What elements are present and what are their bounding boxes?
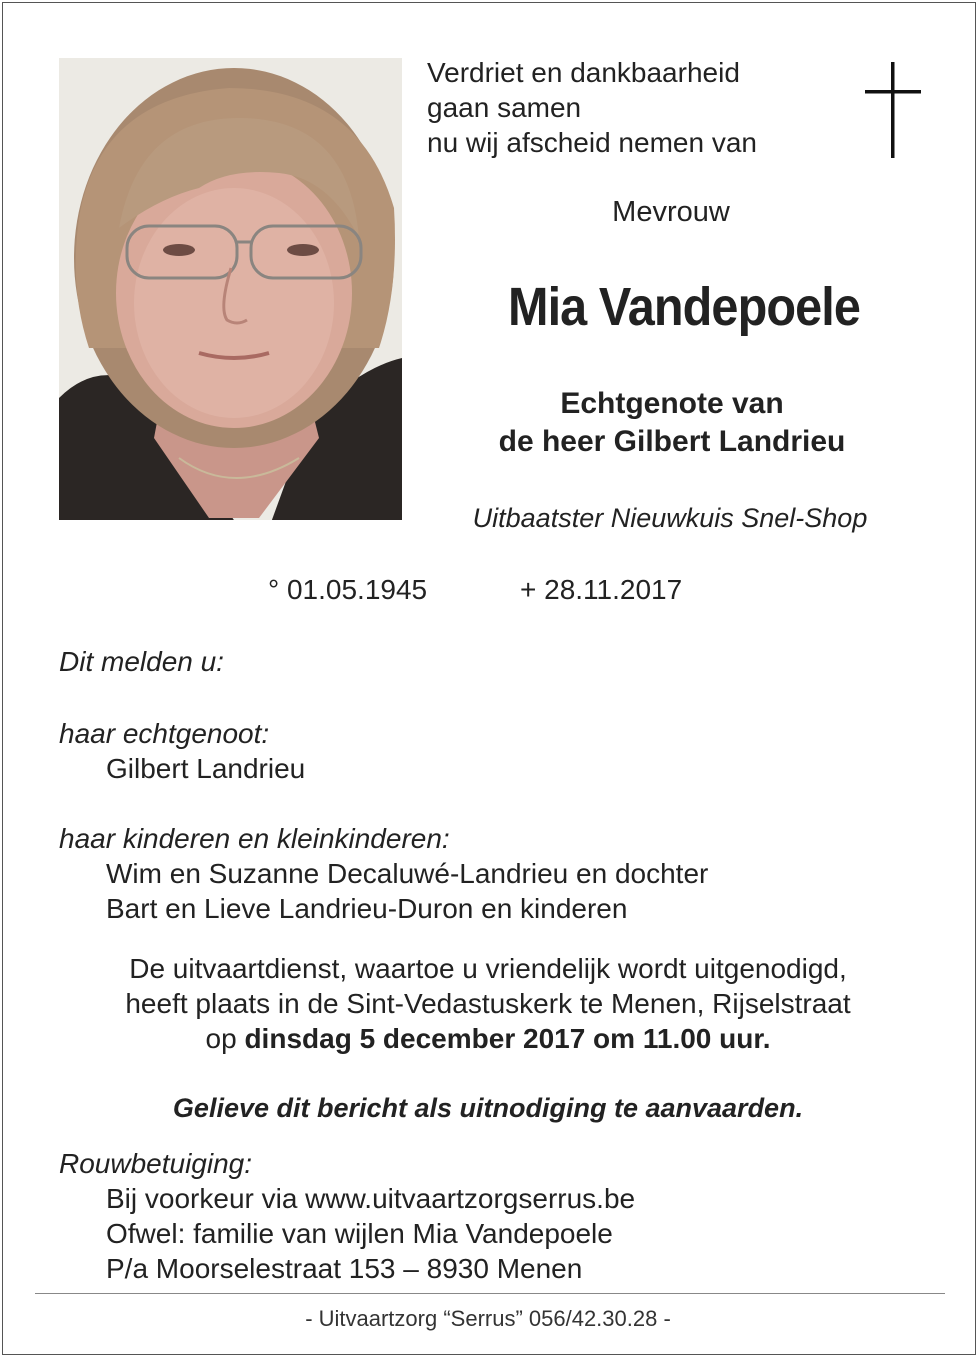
verse	[427, 55, 757, 160]
service-line: De uitvaartdienst, waartoe u vriendelijk wordt uitgenodigd,	[129, 953, 847, 984]
children-section	[59, 821, 708, 926]
service-line: heeft plaats in de Sint-Vedastuskerk te Menen, Rijselstraat	[125, 988, 851, 1019]
verse-line: nu wij afscheid nemen van	[427, 127, 757, 158]
service-datetime: dinsdag 5 december 2017 om 11.00 uur.	[244, 1023, 771, 1054]
occupation: Uitbaatster Nieuwkuis Snel-Shop	[472, 503, 868, 533]
service-details	[0, 951, 976, 1056]
husband-heading: haar echtgenoot:	[59, 718, 270, 749]
condolence-heading: Rouwbetuiging:	[59, 1148, 253, 1179]
footer: - Uitvaartzorg “Serrus” 056/42.30.28 -	[305, 1306, 671, 1331]
spouse-info	[430, 385, 914, 461]
service-prefix: op	[205, 1023, 245, 1054]
spouse-line: Echtgenote van	[560, 387, 784, 420]
verse-line: Verdriet en dankbaarheid	[427, 57, 740, 88]
children-line: Bart en Lieve Landrieu-Duron en kinderen	[106, 893, 628, 924]
service-line	[0, 1021, 976, 1056]
condolence-line: Ofwel: familie van wijlen Mia Vandepoele	[106, 1218, 613, 1249]
birth-date: ° 01.05.1945	[268, 574, 428, 605]
footer-divider	[35, 1293, 945, 1294]
children-line: Wim en Suzanne Decaluwé-Landrieu en dochter	[106, 858, 709, 889]
husband-name: Gilbert Landrieu	[106, 753, 306, 784]
children-heading: haar kinderen en kleinkinderen:	[59, 823, 450, 854]
deceased-name: Mia Vandepoele	[507, 277, 861, 337]
husband-section	[59, 716, 305, 786]
condolence-line: P/a Moorselestraat 153 – 8930 Menen	[106, 1253, 583, 1284]
announce-heading: Dit melden u:	[59, 646, 224, 677]
salutation: Mevrouw	[612, 196, 730, 228]
verse-line: gaan samen	[427, 92, 582, 123]
portrait-photo	[59, 58, 402, 520]
condolence-line: Bij voorkeur via www.uitvaartzorgserrus.be	[106, 1183, 636, 1214]
invitation-note: Gelieve dit bericht als uitnodiging te aanvaarden.	[172, 1093, 804, 1123]
condolence-section	[59, 1146, 635, 1286]
death-date: + 28.11.2017	[520, 574, 683, 605]
cross-icon	[865, 62, 921, 158]
spouse-line: de heer Gilbert Landrieu	[498, 425, 846, 458]
